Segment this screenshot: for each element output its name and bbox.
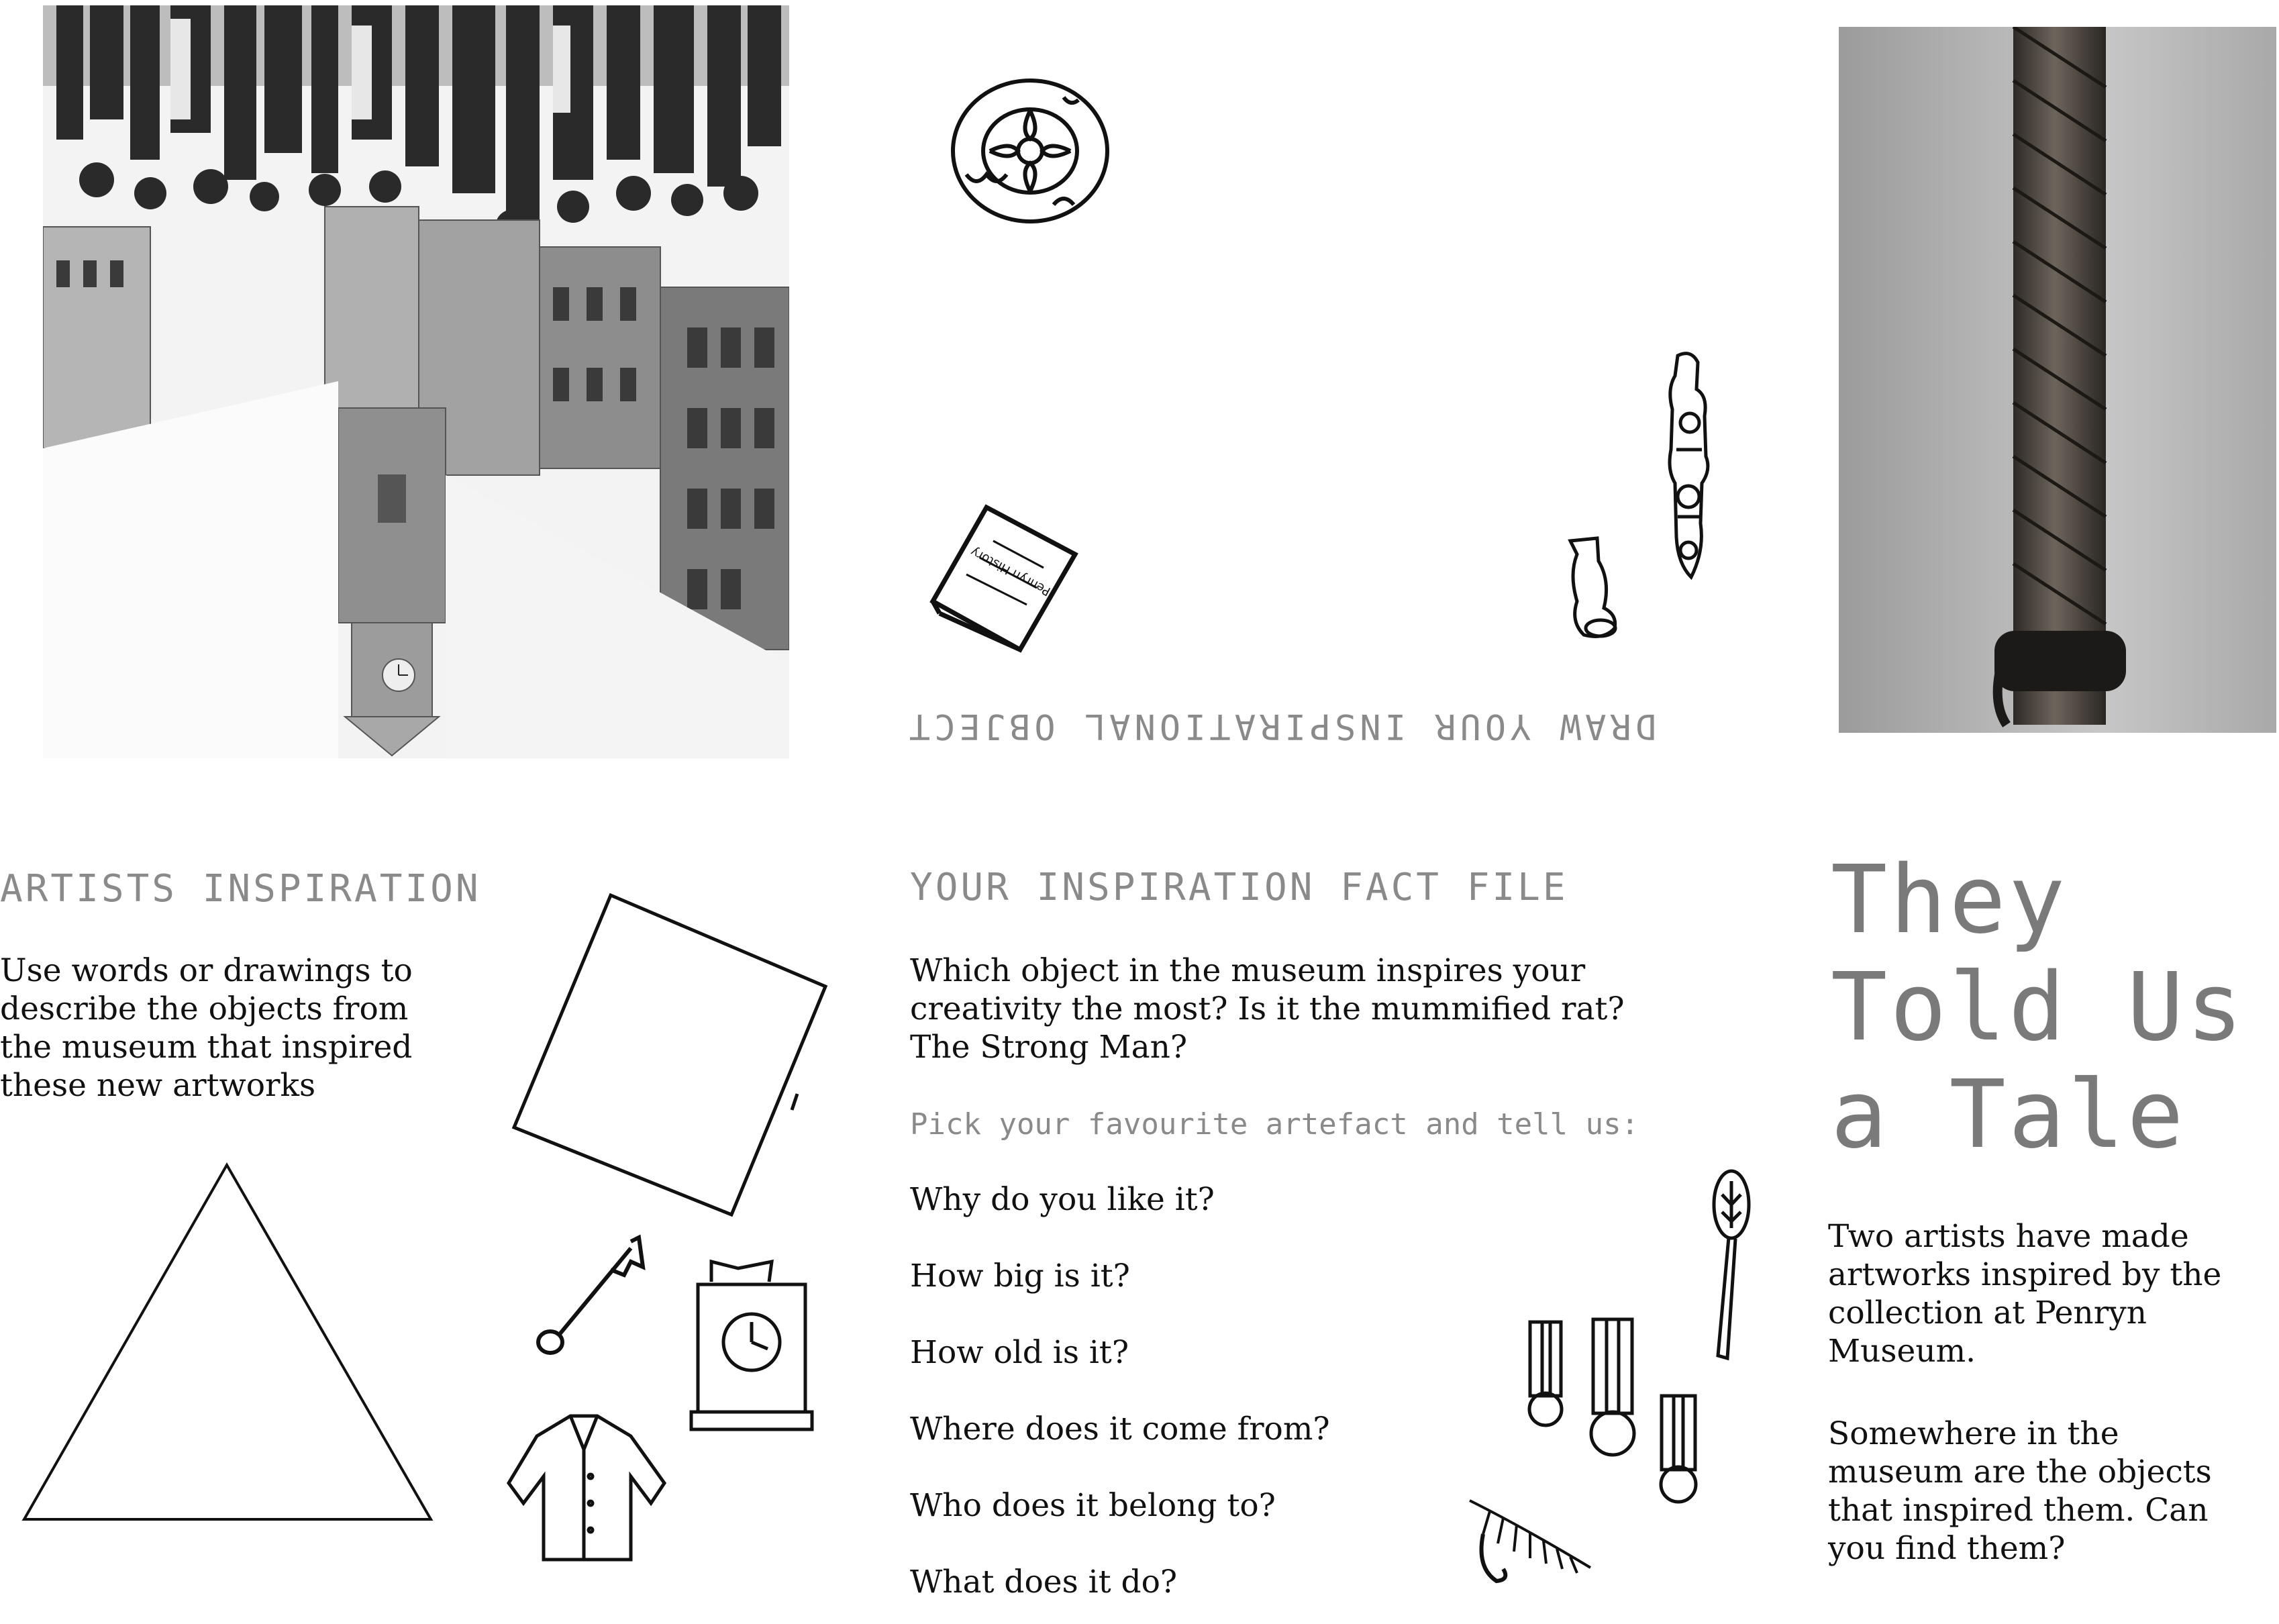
draw-object-label: DRAW YOUR INSPIRATIONAL OBJECT — [905, 706, 1656, 746]
cover-paragraph-2: Somewhere in the museum are the objects that inspired them. Can you find them? — [1828, 1415, 2212, 1567]
question-who-belongs: Who does it belong to? — [910, 1487, 1276, 1524]
jug-icon — [1557, 534, 1631, 642]
question-how-big: How big is it? — [910, 1258, 1130, 1295]
fact-file-prompt: Pick your favourite artefact and tell us: — [910, 1107, 1639, 1141]
question-why-like: Why do you like it? — [910, 1181, 1215, 1218]
cover-title-line-1: They — [1831, 846, 2068, 955]
cover-paragraph-1: Two artists have made artworks inspired by the collection at Penryn Museum. — [1828, 1218, 2222, 1370]
rope-photo — [1839, 27, 2276, 733]
question-how-old: How old is it? — [910, 1334, 1129, 1371]
street-collage-photo — [43, 5, 789, 758]
book-icon — [926, 494, 1082, 655]
figurine-icon — [1658, 349, 1718, 584]
plate-icon — [946, 74, 1114, 228]
cover-title — [1831, 847, 2260, 1169]
coat-icon — [497, 1409, 678, 1564]
feather-icon — [1463, 1494, 1597, 1588]
triangle-shape — [20, 1161, 436, 1523]
square-frame-shape — [510, 886, 832, 1221]
cover-title-line-3: a Tale — [1831, 1060, 2186, 1170]
medals-icon — [1523, 1315, 1725, 1510]
fact-file-intro: Which object in the museum inspires your creativity the most? Is it the mummified rat? The Strong Man? — [910, 952, 1625, 1066]
key-icon — [530, 1228, 651, 1362]
clock-icon — [685, 1255, 832, 1436]
artists-inspiration-text: Use words or drawings to describe the objects from the museum that inspired these new artworks — [0, 952, 413, 1104]
artists-inspiration-heading: ARTISTS INSPIRATION — [0, 867, 481, 911]
question-what-does: What does it do? — [910, 1564, 1178, 1601]
question-where-from: Where does it come from? — [910, 1411, 1330, 1448]
cover-title-line-2: Told Us — [1831, 953, 2246, 1062]
book-title: Penryn History — [968, 544, 1054, 599]
fact-file-heading: YOUR INSPIRATION FACT FILE — [910, 866, 1568, 909]
